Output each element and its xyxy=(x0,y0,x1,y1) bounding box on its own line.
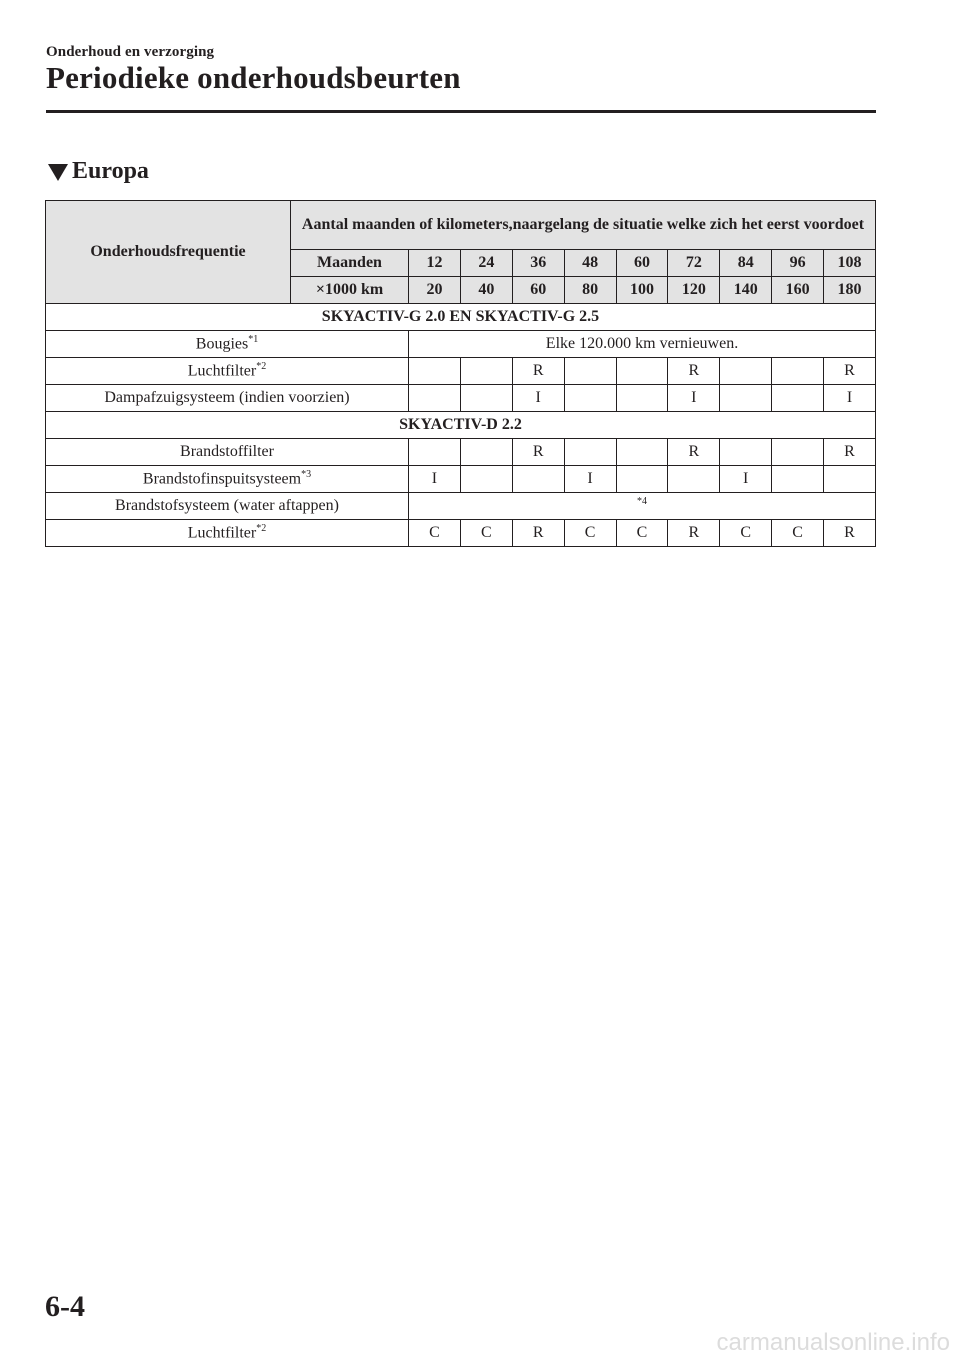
schedule-cell: C xyxy=(564,520,616,547)
schedule-cell: R xyxy=(824,520,876,547)
schedule-cell: R xyxy=(512,520,564,547)
schedule-cell xyxy=(564,385,616,412)
page-title: Periodieke onderhoudsbeurten xyxy=(46,60,461,95)
schedule-cell xyxy=(668,466,720,493)
schedule-cell: R xyxy=(512,358,564,385)
schedule-cell: R xyxy=(668,520,720,547)
schedule-cell xyxy=(772,466,824,493)
schedule-cell xyxy=(409,385,461,412)
table-row xyxy=(46,466,876,493)
table-row xyxy=(46,358,876,385)
schedule-cell xyxy=(616,358,668,385)
schedule-cell: R xyxy=(824,358,876,385)
schedule-cell: I xyxy=(720,466,772,493)
footnote-ref: *2 xyxy=(256,522,267,534)
span-cell: Elke 120.000 km vernieuwen. xyxy=(409,331,876,358)
schedule-cell xyxy=(460,466,512,493)
km-cell: 140 xyxy=(720,277,772,304)
schedule-cell: C xyxy=(616,520,668,547)
schedule-cell: R xyxy=(824,439,876,466)
schedule-cell xyxy=(616,466,668,493)
schedule-cell xyxy=(772,385,824,412)
schedule-cell: C xyxy=(409,520,461,547)
table-header-row xyxy=(46,201,876,250)
schedule-cell xyxy=(564,358,616,385)
interval-note-header: Aantal maanden of kilometers,naargelang de situatie welke zich het eerst voordoet xyxy=(291,201,876,250)
km-cell: 120 xyxy=(668,277,720,304)
item-label xyxy=(46,466,409,493)
schedule-cell xyxy=(409,439,461,466)
frequency-header: Onderhoudsfrequentie xyxy=(46,201,291,304)
schedule-cell xyxy=(460,439,512,466)
month-cell: 12 xyxy=(409,250,461,277)
month-cell: 84 xyxy=(720,250,772,277)
schedule-cell: I xyxy=(824,385,876,412)
group-title: SKYACTIV-G 2.0 EN SKYACTIV-G 2.5 xyxy=(46,304,876,331)
item-name: Dampafzuigsysteem (indien voorzien) xyxy=(104,388,350,406)
schedule-cell xyxy=(824,466,876,493)
schedule-cell: I xyxy=(668,385,720,412)
region-heading-text: Europa xyxy=(72,158,149,184)
month-cell: 108 xyxy=(824,250,876,277)
schedule-cell: C xyxy=(720,520,772,547)
item-name: Brandstofinspuitsysteem xyxy=(142,470,302,488)
group-title: SKYACTIV-D 2.2 xyxy=(46,412,876,439)
group-row-skyactiv-g xyxy=(46,304,876,331)
table-row xyxy=(46,439,876,466)
region-heading xyxy=(48,158,149,185)
month-cell: 48 xyxy=(564,250,616,277)
km-label: ×1000 km xyxy=(291,277,409,304)
table-row xyxy=(46,331,876,358)
schedule-cell: R xyxy=(668,358,720,385)
watermark: carmanualsonline.info xyxy=(716,1329,950,1356)
km-cell: 100 xyxy=(616,277,668,304)
schedule-cell xyxy=(616,385,668,412)
km-cell: 80 xyxy=(564,277,616,304)
group-row-skyactiv-d xyxy=(46,412,876,439)
schedule-cell: I xyxy=(512,385,564,412)
months-label: Maanden xyxy=(291,250,409,277)
schedule-cell xyxy=(564,439,616,466)
km-cell: 40 xyxy=(460,277,512,304)
title-rule xyxy=(46,110,876,113)
item-name: Bougies xyxy=(195,335,249,353)
schedule-cell xyxy=(720,439,772,466)
schedule-cell xyxy=(460,358,512,385)
schedule-cell xyxy=(460,385,512,412)
span-cell xyxy=(409,493,876,520)
table-row xyxy=(46,385,876,412)
schedule-cell xyxy=(720,385,772,412)
item-name: Luchtfilter xyxy=(187,362,257,380)
schedule-cell xyxy=(512,466,564,493)
item-label xyxy=(46,439,409,466)
section-label: Onderhoud en verzorging xyxy=(46,44,215,60)
schedule-cell: I xyxy=(409,466,461,493)
item-label xyxy=(46,385,409,412)
table-row xyxy=(46,520,876,547)
footnote-ref: *4 xyxy=(637,495,647,507)
item-label xyxy=(46,358,409,385)
page-number: 6-4 xyxy=(45,1290,85,1323)
schedule-cell xyxy=(772,439,824,466)
month-cell: 96 xyxy=(772,250,824,277)
footnote-ref: *1 xyxy=(248,333,259,345)
month-cell: 60 xyxy=(616,250,668,277)
maintenance-schedule-table xyxy=(45,200,876,547)
item-label xyxy=(46,493,409,520)
month-cell: 72 xyxy=(668,250,720,277)
item-name: Brandstofsysteem (water aftappen) xyxy=(115,496,339,514)
km-cell: 20 xyxy=(409,277,461,304)
month-cell: 36 xyxy=(512,250,564,277)
schedule-cell: C xyxy=(460,520,512,547)
footnote-ref: *3 xyxy=(301,468,312,480)
km-cell: 60 xyxy=(512,277,564,304)
schedule-cell: C xyxy=(772,520,824,547)
item-name: Luchtfilter xyxy=(187,524,257,542)
schedule-cell xyxy=(616,439,668,466)
km-cell: 180 xyxy=(824,277,876,304)
item-name: Brandstoffilter xyxy=(180,442,274,460)
item-label xyxy=(46,331,409,358)
triangle-down-icon xyxy=(48,164,68,181)
table-row xyxy=(46,493,876,520)
km-cell: 160 xyxy=(772,277,824,304)
schedule-cell: I xyxy=(564,466,616,493)
month-cell: 24 xyxy=(460,250,512,277)
schedule-cell xyxy=(409,358,461,385)
schedule-cell xyxy=(772,358,824,385)
schedule-cell: R xyxy=(512,439,564,466)
footnote-ref: *2 xyxy=(256,360,267,372)
item-label xyxy=(46,520,409,547)
schedule-cell xyxy=(720,358,772,385)
schedule-cell: R xyxy=(668,439,720,466)
